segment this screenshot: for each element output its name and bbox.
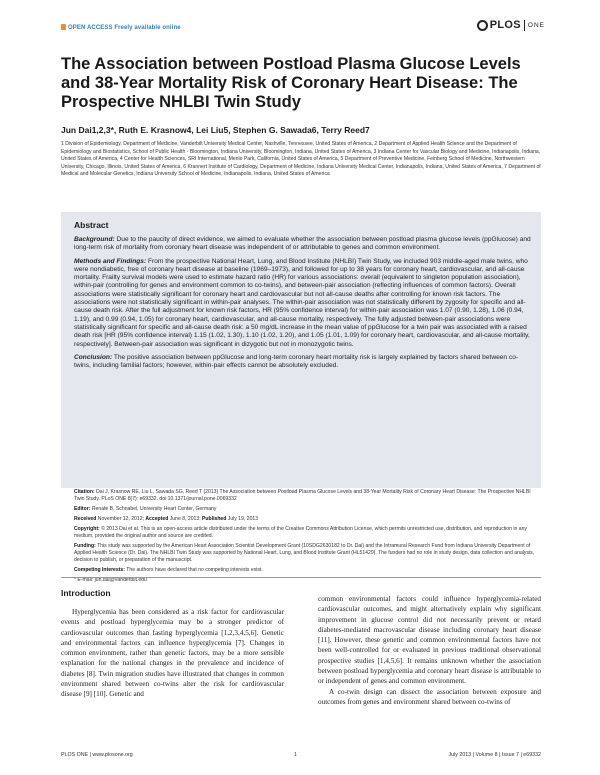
abstract-box bbox=[61, 212, 541, 488]
competing-text: The authors have declared that no competing interests exist. bbox=[126, 567, 263, 573]
plos-circle-icon bbox=[477, 20, 488, 31]
citation-text[interactable]: Dai J, Krasnow RE, Liu L, Sawada SG, Reed T (2013) The Association between Postload Plasma Glucose Levels and 38-Year Mortality Risk of Coronary Heart Disease: The Prospective NHLBI Twin Study. PLoS ONE 8(7): e69332. doi:10.1371/journal.pone.0069332 bbox=[74, 489, 531, 502]
published-date: July 19, 2013 bbox=[227, 516, 259, 522]
logo-divider bbox=[524, 20, 525, 31]
body-column-left bbox=[61, 588, 284, 700]
competing-label: Competing Interests: bbox=[74, 567, 125, 573]
copyright-text: © 2013 Dai et al. This is an open-access article distributed under the terms of the Creative Commons Attribution License, which permits unrestricted use, distribution, and reproduction in any medium, provided the original author and source are credited. bbox=[74, 526, 527, 539]
funding-text: This study was supported by the American Heart Association Scientist Development Grant (10SDG2630182 to Dr. Dai) and the Intramural Research Fund from Indiana University Department of Applied Health Science (Dr. Dai). The NHLBI Twin Study was supported by National Heart, Lung, and Blood Institute Grant (HL51429). The funders had no role in study design, data collection and analysis, decision to publish, or preparation of the manuscript. bbox=[74, 543, 535, 563]
abstract-conclusion bbox=[74, 354, 531, 371]
open-access-lock-icon bbox=[61, 24, 66, 30]
competing-interests bbox=[74, 567, 541, 574]
logo-one-text: ONE bbox=[527, 21, 545, 29]
open-access-text: OPEN ACCESS Freely available online bbox=[68, 25, 181, 31]
dates bbox=[74, 516, 541, 523]
footer-journal[interactable]: PLOS ONE | www.plosone.org bbox=[61, 752, 133, 758]
abstract-background bbox=[74, 236, 531, 253]
abstract-methods bbox=[74, 258, 531, 349]
intro-paragraph-1: Hyperglycemia has been considered as a risk factor for cardiovascular events and postload hyperglycemia may be a stronger predictor of cardiovascular outcomes than fasting hyperglycemia [1,2,3,4,5,6]. Genetic and environmental factors can influence hyperglycemia [7]. Changes in common environment, rather than genetic factors, may be a more sensible explanation for the national changes in the prevalence and incidence of diabetes [8]. Twin migration studies have illustrated that changes in common environment shared between co-twins alter the risk for cardiovascular disease [9] [10]. Genetic and bbox=[61, 608, 284, 699]
open-access-banner[interactable] bbox=[61, 24, 181, 31]
logo-plos-text: PLOS bbox=[489, 19, 521, 31]
editor-label: Editor: bbox=[74, 506, 91, 512]
funding-label: Funding: bbox=[74, 543, 96, 549]
section-divider bbox=[61, 577, 541, 578]
author-list: Jun Dai1,2,3*, Ruth E. Krasnow4, Lei Liu5, Stephen G. Sawada6, Terry Reed7 bbox=[61, 125, 370, 135]
citation bbox=[74, 489, 541, 503]
copyright-label: Copyright: bbox=[74, 526, 100, 532]
plos-one-logo[interactable] bbox=[477, 19, 545, 31]
affiliations: 1 Division of Epidemiology, Department of Medicine, Vanderbilt University Medical Center, Nashville, Tennessee, United States of America, 2 Department of Applied Health Science and the Department of Epidemiology and Biostatistics, School of Public Health - Bloomington, Indiana University, Bloomington, Indiana, United States of America, 3 Indiana Center for Vascular Biology and Medicine, Indianapolis, Indiana, United States of America, 4 Center for Health Sciences, SRI International, Menlo Park, California, United States of America, 5 Department of Preventive Medicine, Feinberg School of Medicine, Northwestern University, Chicago, Illinois, United States of America, 6 Krannert Institute of Cardiology, Department of Medicine, Indiana University Medical Center, Indianapolis, Indiana, United States of America, 7 Department of Medical and Molecular Genetics, Indiana University School of Medicine, Indianapolis, Indiana, United States of America bbox=[61, 141, 541, 178]
footer-issue: July 2013 | Volume 8 | Issue 7 | e69332 bbox=[448, 752, 541, 758]
received-date: November 12, 2012; bbox=[97, 516, 144, 522]
email bbox=[74, 577, 541, 584]
editor bbox=[74, 506, 541, 513]
body-column-right bbox=[318, 594, 541, 707]
abstract-heading: Abstract bbox=[74, 220, 109, 230]
background-text: Due to the paucity of direct evidence, we aimed to evaluate whether the association between postload plasma glucose levels (ppGlucose) and long-term risk of mortality from coronary heart disease was independent of or attributable to genes and common environment. bbox=[74, 236, 531, 252]
citation-label: Citation: bbox=[74, 489, 95, 495]
accepted-date: June 8, 2013; bbox=[169, 516, 201, 522]
funding bbox=[74, 543, 541, 564]
footer-page-number: 1 bbox=[294, 752, 297, 758]
accepted-label: Accepted bbox=[145, 516, 169, 522]
received-label: Received bbox=[74, 516, 97, 522]
copyright bbox=[74, 526, 541, 540]
article-title: The Association between Postload Plasma Glucose Levels and 38-Year Mortality Risk of Coronary Heart Disease: The Prospective NHLBI Twin Study bbox=[61, 55, 521, 111]
methods-text: From the prospective National Heart, Lung, and Blood Institute (NHLBI) Twin Study, we included 903 middle-aged male twins, who were nondiabetic, free of coronary heart disease at baseline (1969–1973), and followed for up to 38 years for coronary heart, cardiovascular, and all-cause mortality. Frailty survival models were used to estimate hazard ratio (HR) for various associations: overall (equivalent to singleton population association), within-pair (controlling for genes and environment common to co-twins), and between-pair association (reflecting influences of common factors). Overall associations were statistically significant for coronary heart and cardiovascular but not all-cause deaths after controlling for known risk factors. The associations were not statistically significant in within-pair analyses. The within-pair association was not statistically different by zygosity for specific and all-cause death risk. After the full adjustment for known risk factors, HR (95% confidence interval) for within-pair association was 1.07 (0.90, 1.28), 1.06 (0.94, 1.19), and 0.99 (0.94, 1.05) for coronary heart, cardiovascular, and all-cause mortality, respectively. The fully adjusted between-pair associations were statistically significant for specific and all-cause death risk: a 50 mg/dL increase in the mean value of ppGlucose for a twin pair was associated with a raised death risk [HR (95% confidence interval) 1.15 (1.02, 1.30), 1.10 (1.02, 1.20), and 1.05 (1.01, 1.09) for coronary heart, cardiovascular, and all-cause mortality, respectively]. Between-pair association was significant in dizygotic but not in monozygotic twins. bbox=[74, 257, 530, 348]
conclusion-label: Conclusion: bbox=[74, 353, 113, 361]
journal-header bbox=[0, 0, 600, 40]
published-label: Published bbox=[202, 516, 227, 522]
methods-label: Methods and Findings: bbox=[74, 257, 147, 265]
email-label: * E-mail: bbox=[74, 577, 94, 583]
intro-paragraph-1-cont: common environmental factors could influence hyperglycemia-related cardiovascular outcomes, and might alternatively explain why significant improvement in glucose control did not necessarily prevent or retard diabetes-mediated macrovascular disease including coronary heart disease [11]. However, these genetic and common environmental factors have not been well-controlled for or evaluated in previous traditional observational prospective studies [1,4,5,6]. It remains unknown whether the association between postload hyperglycemia and coronary heart disease is attributable to or independent of genes and common environment. bbox=[318, 595, 541, 686]
intro-paragraph-2: A co-twin design can dissect the association between exposure and outcomes from genes and environment shared between co-twins of bbox=[318, 687, 541, 706]
editor-text: Renate B. Schnabel, University Heart Center, Germany bbox=[91, 506, 217, 512]
introduction-heading: Introduction bbox=[61, 588, 111, 598]
article-metadata bbox=[61, 489, 541, 587]
background-label: Background: bbox=[74, 236, 115, 243]
email-link[interactable]: jun.dai@vanderbilt.edu bbox=[94, 577, 147, 583]
conclusion-text: The positive association between ppGlucose and long-term coronary heart mortality risk is largely explained by factors shared between co-twins, including familial factors; however, within-pair effects cannot be absolutely excluded. bbox=[74, 353, 519, 370]
